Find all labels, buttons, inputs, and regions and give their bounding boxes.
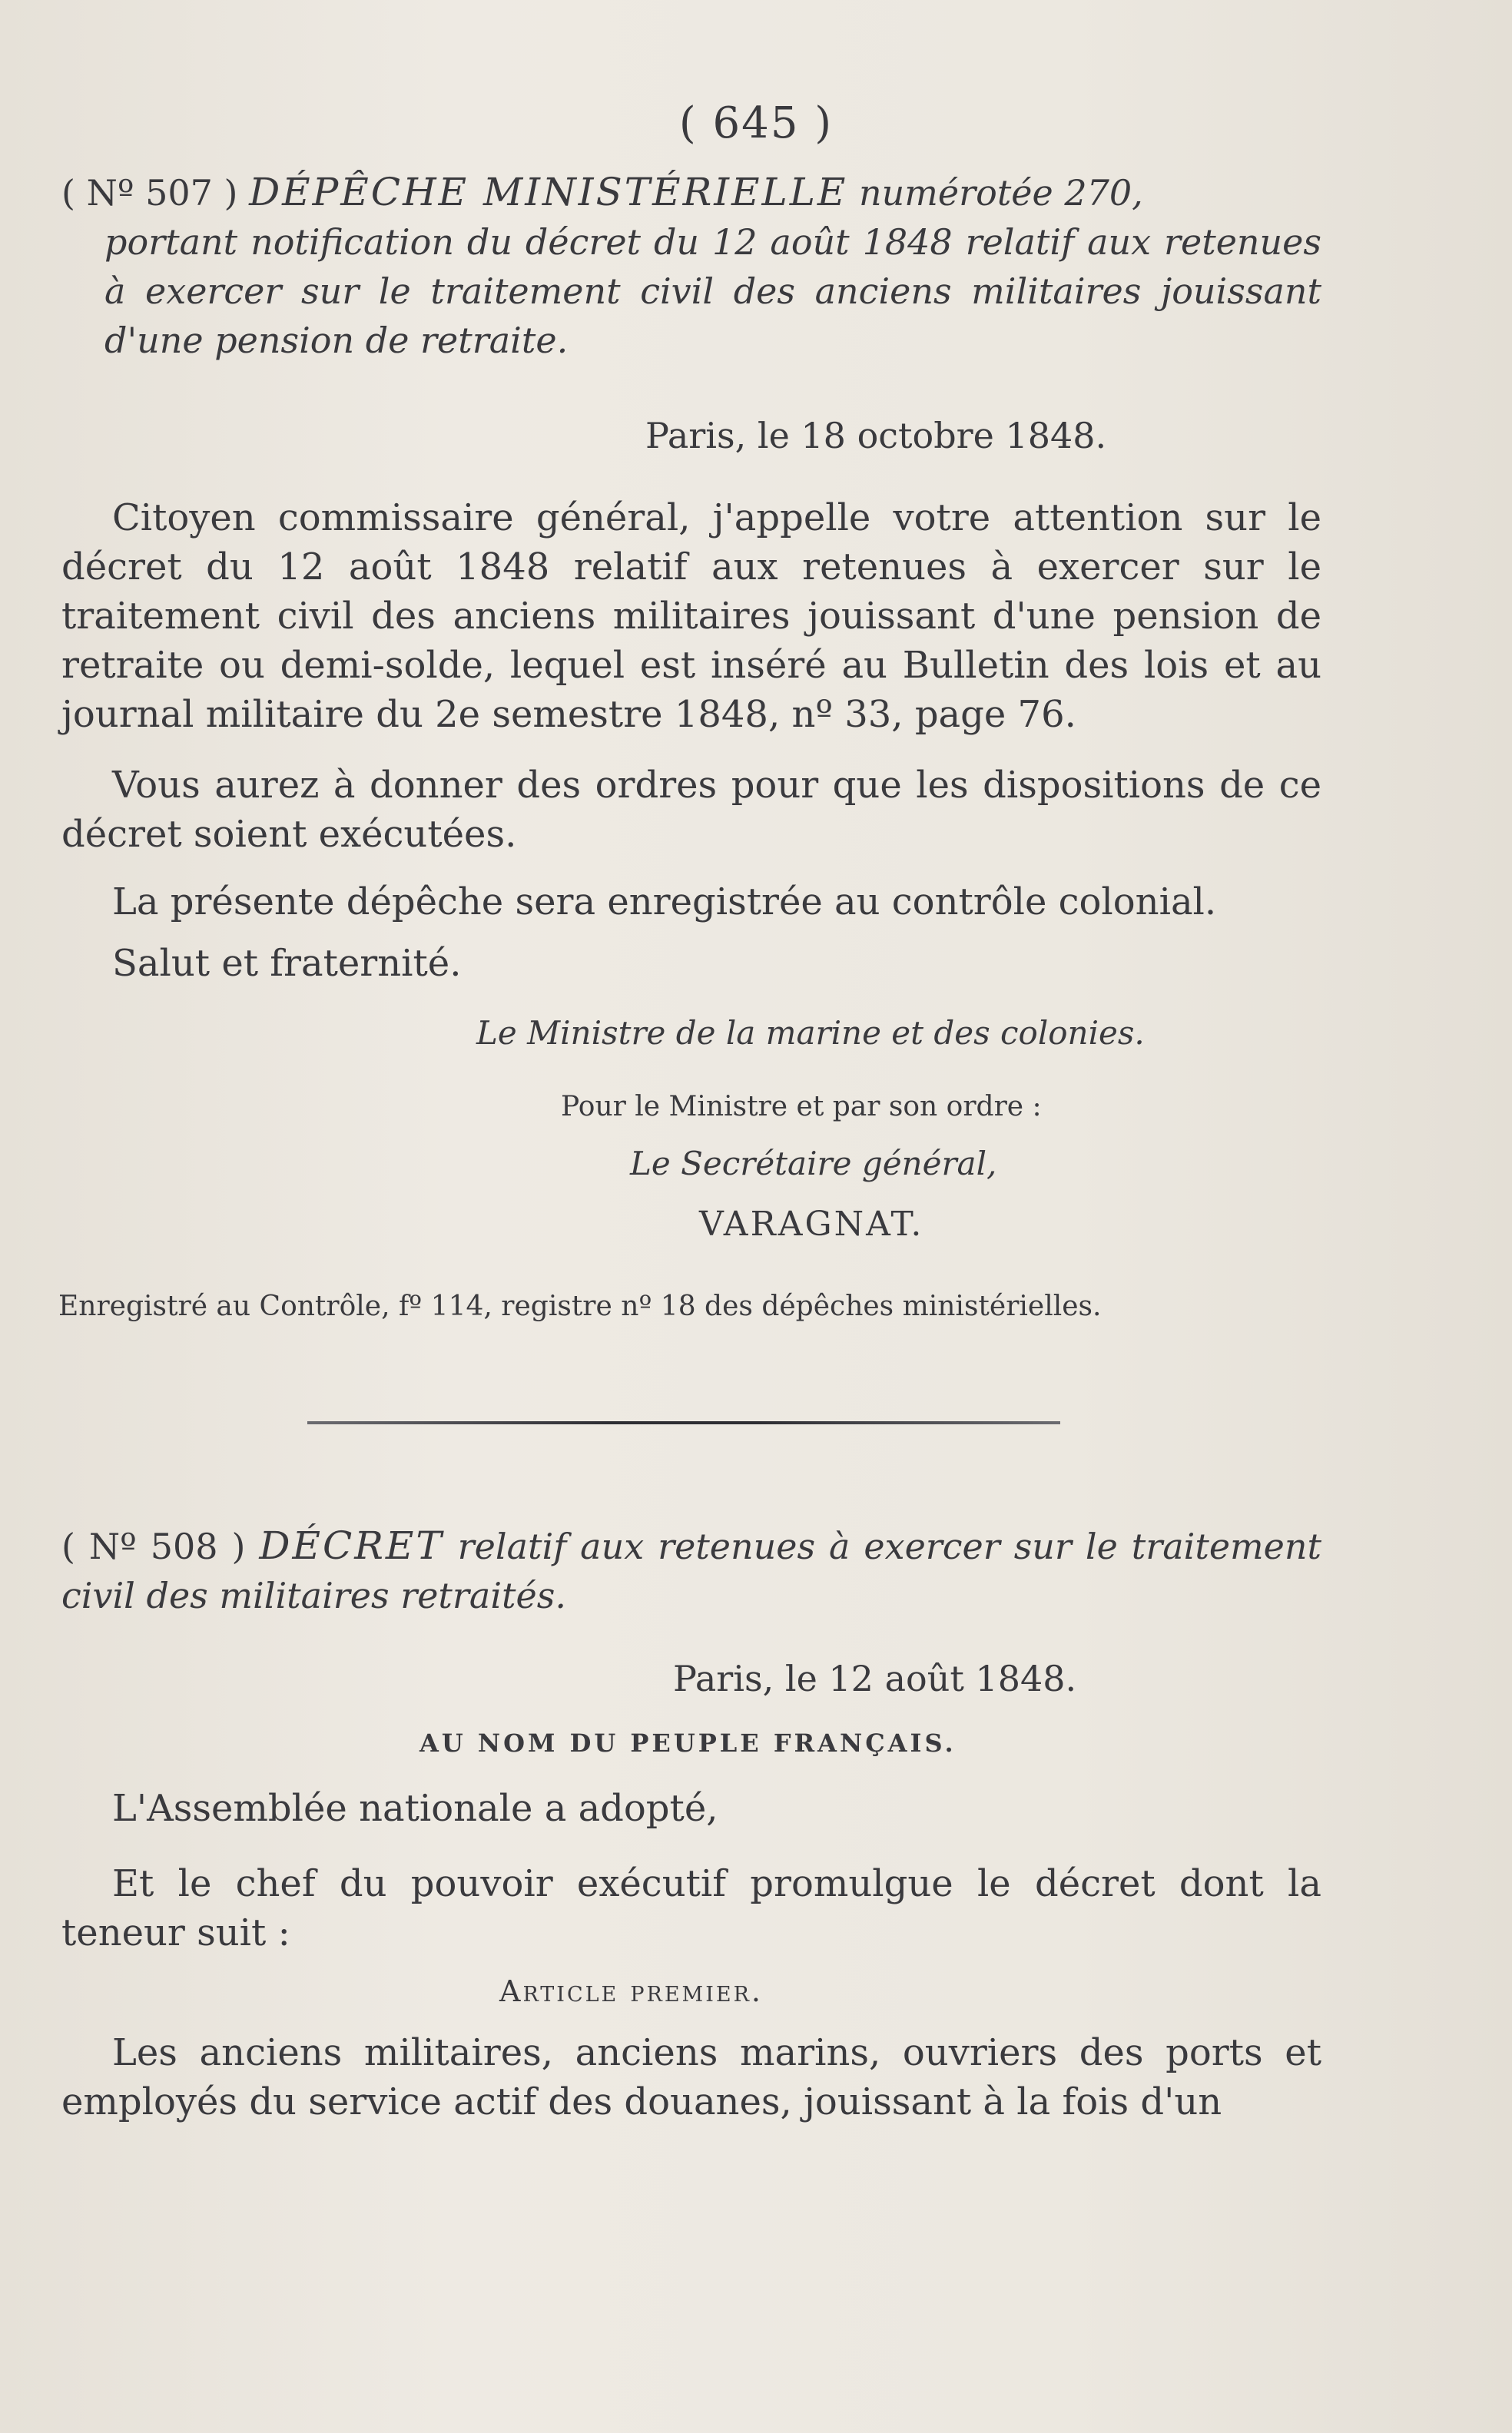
doc-507-paragraph-4: Salut et fraternité. — [112, 942, 462, 985]
signature-order: Pour le Ministre et par son ordre : — [561, 1091, 1042, 1122]
doc-508-number: ( Nº 508 ) — [61, 1526, 246, 1567]
doc-507-heading — [61, 167, 1321, 365]
signature-secretary: Le Secrétaire général, — [630, 1145, 997, 1182]
doc-507-number: ( Nº 507 ) — [61, 172, 238, 214]
doc-507-title-continuation: portant notification du décret du 12 août 1848 relatif aux retenues à exercer sur le traitement civil des anciens militaires jouissant d'une pension de retraite. — [104, 221, 1321, 361]
doc-508-title-rest: relatif aux retenues à exercer sur le traitement civil des militaires retraités. — [61, 1526, 1322, 1616]
signature-minister: Le Ministre de la marine et des colonies. — [476, 1014, 1145, 1052]
adopt-paragraph: L'Assemblée nationale a adopté, — [112, 1787, 718, 1830]
article-heading: Article premier. — [499, 1974, 763, 2008]
section-divider — [307, 1421, 1060, 1424]
promulgate-paragraph: Et le chef du pouvoir exécutif promulgue le décret dont la teneur suit : — [61, 1862, 1321, 1954]
doc-508-heading — [61, 1521, 1321, 1620]
doc-507-paragraph-2: Vous aurez à donner des ordres pour que les dispositions de ce décret soient exécutées. — [61, 764, 1321, 856]
signature-name: VARAGNAT. — [699, 1205, 924, 1244]
doc-507-title: DÉPÊCHE MINISTÉRIELLE — [249, 170, 848, 214]
doc-507-title-rest: numérotée 270, — [859, 172, 1143, 214]
article-text: Les anciens militaires, anciens marins, ouvriers des ports et employés du service actif des douanes, jouissant à la fois d'un — [61, 2031, 1321, 2123]
doc-508-place-date: Paris, le 12 août 1848. — [673, 1658, 1077, 1699]
people-heading: AU NOM DU PEUPLE FRANÇAIS. — [419, 1729, 957, 1758]
doc-507-paragraph-3: La présente dépêche sera enregistrée au contrôle colonial. — [112, 880, 1217, 923]
doc-507-place-date: Paris, le 18 octobre 1848. — [645, 415, 1107, 456]
page-number: ( 645 ) — [678, 98, 834, 148]
doc-508-title: DÉCRET — [259, 1523, 444, 1568]
doc-507-paragraph-1: Citoyen commissaire général, j'appelle votre attention sur le décret du 12 août 1848 relatif aux retenues à exercer sur le traitement civil des anciens militaires jouissant d'une pension de retraite ou demi-solde, lequel est inséré au Bulletin des lois et au journal militaire du 2e semestre 1848, nº 33, page 76. — [61, 496, 1321, 736]
registration-note: Enregistré au Contrôle, fº 114, registre nº 18 des dépêches ministérielles. — [58, 1291, 1102, 1322]
